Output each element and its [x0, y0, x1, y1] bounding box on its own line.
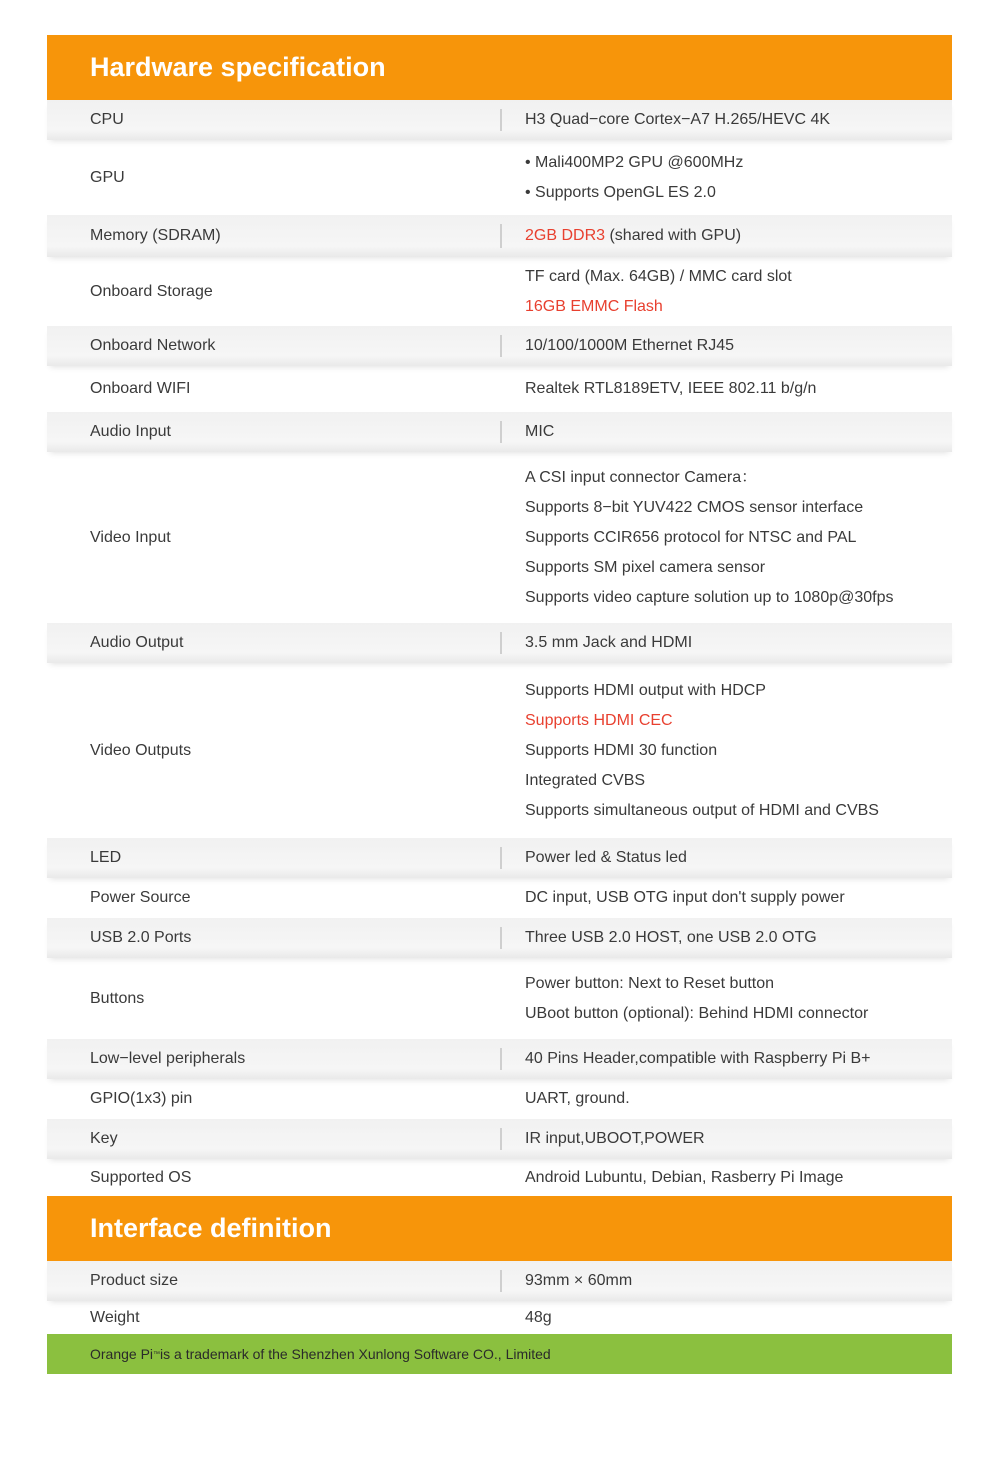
spec-row-supported-os [47, 1159, 952, 1196]
spec-value [500, 1079, 952, 1119]
highlight-text: 2GB DDR3 [525, 227, 606, 244]
spec-value-line: H3 Quad−core Cortex−A7 H.265/HEVC 4K [525, 111, 831, 128]
spec-value [500, 100, 952, 140]
spec-value [500, 215, 952, 257]
spec-value-line: UART, ground. [525, 1090, 630, 1107]
spec-value [500, 452, 952, 623]
spec-value-line: Supports 8−bit YUV422 CMOS sensor interface [525, 498, 864, 516]
spec-label: Low−level peripherals [90, 1050, 246, 1067]
spec-value-line: Three USB 2.0 HOST, one USB 2.0 OTG [525, 929, 817, 946]
interface-definition-title: Interface definition [90, 1213, 332, 1243]
spec-value-line: • Supports OpenGL ES 2.0 [525, 183, 716, 201]
spec-value-line: Supports CCIR656 protocol for NTSC and PAL [525, 528, 857, 546]
spec-label: GPIO(1x3) pin [90, 1090, 193, 1107]
spec-value [500, 1039, 952, 1079]
spec-row-storage [47, 257, 952, 326]
spec-label: Video Input [90, 528, 171, 546]
spec-row-weight [47, 1301, 952, 1334]
spec-value-line: 3.5 mm Jack and HDMI [525, 634, 693, 651]
footer-brand: Orange Pi [90, 1346, 154, 1362]
spec-value-line: Power led & Status led [525, 849, 687, 866]
spec-value-line: Supports SM pixel camera sensor [525, 558, 766, 576]
spec-row-audio-input [47, 412, 952, 452]
spec-value-line: • Mali400MP2 GPU @600MHz [525, 153, 744, 171]
spec-value [500, 838, 952, 878]
spec-value-text: (shared with GPU) [605, 227, 742, 244]
spec-value-line: UBoot button (optional): Behind HDMI connector [525, 1004, 869, 1022]
footer-text: is a trademark of the Shenzhen Xunlong Software CO., Limited [160, 1346, 551, 1362]
spec-value [500, 140, 952, 215]
spec-value [500, 326, 952, 366]
spec-label: LED [90, 849, 122, 866]
spec-value-line: Supports HDMI output with HDCP [525, 681, 766, 699]
spec-row-key [47, 1119, 952, 1159]
spec-row-network [47, 326, 952, 366]
spec-value-line: 48g [525, 1308, 552, 1326]
spec-sheet [47, 35, 952, 1374]
spec-value-line: Power button: Next to Reset button [525, 974, 775, 992]
spec-row-led [47, 838, 952, 878]
spec-label: USB 2.0 Ports [90, 929, 192, 946]
spec-value-line: A CSI input connector Camera： [525, 468, 758, 486]
spec-label: CPU [90, 111, 124, 128]
spec-label: Audio Output [90, 634, 184, 651]
spec-value [500, 1261, 952, 1301]
spec-value [500, 1119, 952, 1159]
spec-value [500, 958, 952, 1039]
spec-value-line: Supports HDMI 30 function [525, 741, 718, 759]
spec-label: Audio Input [90, 423, 171, 440]
spec-row-video-outputs [47, 663, 952, 838]
spec-value [500, 878, 952, 918]
spec-value-line: DC input, USB OTG input don't supply power [525, 889, 845, 906]
spec-label: Video Outputs [90, 741, 192, 759]
spec-row-power-source [47, 878, 952, 918]
spec-value-line: Supports simultaneous output of HDMI and CVBS [525, 801, 879, 819]
spec-label: Supported OS [90, 1168, 192, 1186]
spec-label: Power Source [90, 889, 191, 906]
spec-value-line: MIC [525, 423, 555, 440]
spec-label: Key [90, 1130, 118, 1147]
spec-row-buttons [47, 958, 952, 1039]
spec-value-line-highlight: Supports HDMI CEC [525, 711, 673, 729]
spec-value-line: Android Lubuntu, Debian, Rasberry Pi Image [525, 1168, 844, 1186]
interface-definition-header [47, 1196, 952, 1261]
spec-value [500, 412, 952, 452]
spec-row-audio-output [47, 623, 952, 663]
spec-value [500, 663, 952, 838]
spec-value [500, 918, 952, 958]
spec-value [500, 1301, 952, 1334]
spec-row-usb [47, 918, 952, 958]
spec-row-cpu [47, 100, 952, 140]
spec-label: Onboard Storage [90, 282, 213, 300]
spec-value-line-highlight: 16GB EMMC Flash [525, 297, 663, 315]
spec-row-product-size [47, 1261, 952, 1301]
spec-value-line: 93mm × 60mm [525, 1272, 633, 1289]
trademark-footer [47, 1334, 952, 1374]
spec-row-wifi [47, 366, 952, 412]
spec-value-line: TF card (Max. 64GB) / MMC card slot [525, 267, 792, 285]
spec-label: Onboard WIFI [90, 380, 191, 397]
spec-row-gpio [47, 1079, 952, 1119]
spec-value-line: Supports video capture solution up to 1080p@30fps [525, 588, 894, 606]
spec-label: GPU [90, 168, 125, 186]
spec-value-line: 10/100/1000M Ethernet RJ45 [525, 337, 735, 354]
spec-row-video-input [47, 452, 952, 623]
spec-value-line [525, 221, 952, 251]
spec-value [500, 623, 952, 663]
spec-value [500, 1159, 952, 1196]
spec-value-line: Integrated CVBS [525, 771, 646, 789]
spec-value [500, 257, 952, 326]
spec-row-gpu [47, 140, 952, 215]
spec-label: Memory (SDRAM) [90, 227, 221, 244]
spec-value [500, 366, 952, 412]
trademark-symbol: ™ [153, 1350, 161, 1358]
spec-value-line: 40 Pins Header,compatible with Raspberry Pi B+ [525, 1050, 871, 1067]
spec-value-line: Realtek RTL8189ETV, IEEE 802.11 b/g/n [525, 380, 817, 397]
spec-value-line: IR input,UBOOT,POWER [525, 1130, 705, 1147]
hardware-spec-header [47, 35, 952, 100]
spec-row-peripherals [47, 1039, 952, 1079]
spec-label: Onboard Network [90, 337, 216, 354]
spec-row-memory [47, 215, 952, 257]
spec-label: Product size [90, 1272, 179, 1289]
hardware-spec-title: Hardware specification [90, 52, 386, 82]
spec-label: Buttons [90, 989, 145, 1007]
spec-label: Weight [90, 1308, 140, 1326]
